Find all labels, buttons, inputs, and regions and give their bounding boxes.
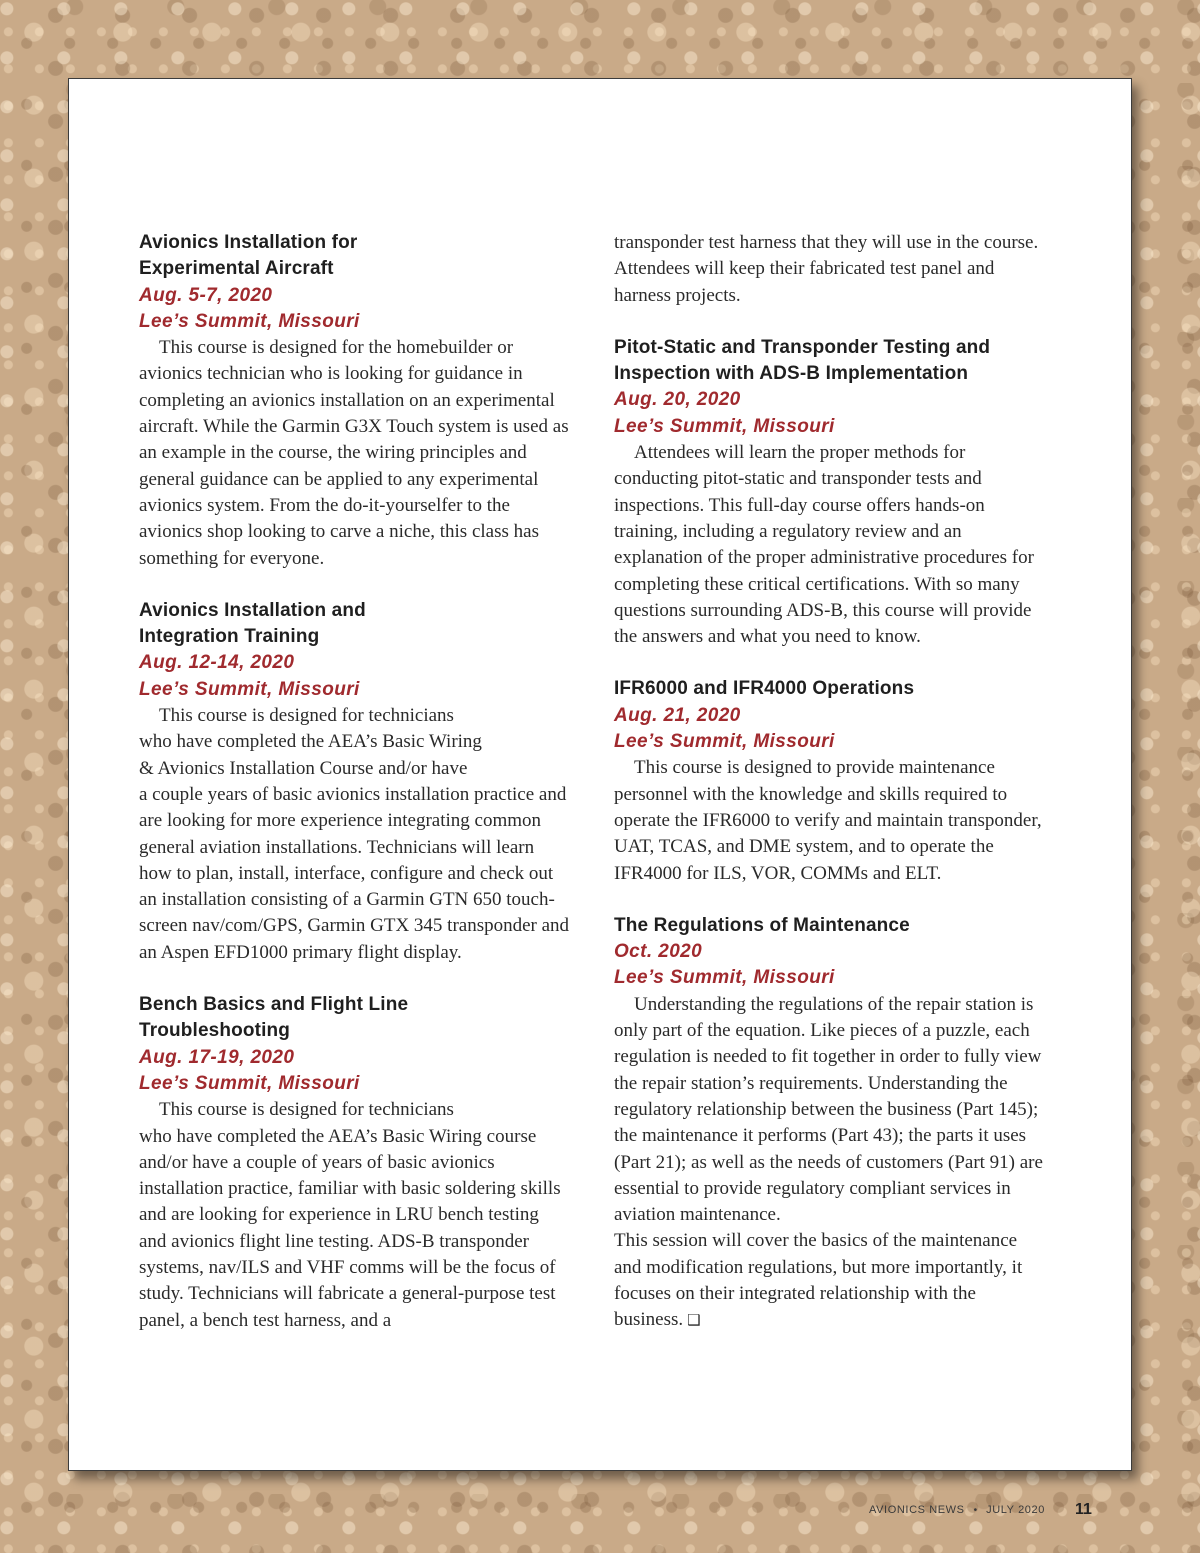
course-location: Lee’s Summit, Missouri <box>139 310 360 332</box>
course-entry <box>614 913 1046 1335</box>
description-text: Understanding the regulations of the repair station is only part of the equation. Like pieces of a puzzle, each regulation is needed to fit together in order to fully view the repair station’s requirements. Understanding the regulatory relationship between the business (Part 145); the maintenance it performs (Part 43); the parts it uses (Part 21); as well as the needs of customers (Part 91) are essential to provide regulatory compliant services in aviation maintenance. This session will cover the basics of the maintenance and modification regulations, but more importantly, it focuses on their integrated relationship with the business. <box>614 993 1043 1331</box>
course-date: Aug. 12-14, 2020 <box>139 652 295 674</box>
course-location: Lee’s Summit, Missouri <box>614 415 835 437</box>
course-description: This course is designed for technicians who have completed the AEA’s Basic Wiring & Avionics Installation Course and/or have a couple years of basic avionics installation practice and are looking for more experience integrating common general aviation installations. Technicians will learn how to plan, install, interface, configure and check out an installation consisting of a Garmin GTN 650 touch-screen nav/com/GPS, Garmin GTX 345 transponder and an Aspen EFD1000 primary flight display. <box>139 705 570 963</box>
course-entry <box>139 598 571 966</box>
course-description: This course is designed for technicians who have completed the AEA’s Basic Wiring course and/or have a couple of years of basic avionics installation practice, familiar with basic soldering skills and are looking for experience in LRU bench testing and avionics flight line testing. ADS-B transponder systems, nav/ILS and VHF comms will be the focus of study. Technicians will fabricate a general-purpose test panel, a bench test harness, and a <box>139 1099 561 1331</box>
course-title: Bench Basics and Flight Line Troubleshooting <box>139 994 409 1042</box>
course-description: This course is designed to provide maintenance personnel with the knowledge and skills required to operate the IFR6000 to verify and maintain transponder, UAT, TCAS, and DME system, and to operate the IFR4000 for ILS, VOR, COMMs and ELT. <box>614 757 1042 884</box>
course-entry <box>139 230 571 572</box>
course-title: IFR6000 and IFR4000 Operations <box>614 678 915 700</box>
course-title: Avionics Installation for Experimental Aircraft <box>139 232 358 280</box>
course-date: Aug. 5-7, 2020 <box>139 284 273 306</box>
right-column <box>614 230 1046 1361</box>
course-entry <box>139 992 571 1334</box>
page-footer <box>869 1500 1092 1520</box>
course-title: The Regulations of Maintenance <box>614 914 910 936</box>
course-description: This course is designed for the homebuilder or avionics technician who is looking for guidance in completing an avionics installation on an experimental aircraft. While the Garmin G3X Touch system is used as an example in the course, the wiring principles and general guidance can be applied to any experimental avionics system. From the do-it-yourselfer to the avionics shop looking to carve a niche, this class has something for everyone. <box>139 337 569 569</box>
course-location: Lee’s Summit, Missouri <box>614 731 835 753</box>
issue-date: JULY 2020 <box>986 1504 1045 1516</box>
continued-paragraph: transponder test harness that they will use in the course. Attendees will keep their fabricated test panel and harness projects. <box>614 232 1039 306</box>
course-description <box>614 992 1046 1335</box>
page-number: 11 <box>1074 1501 1092 1518</box>
course-date: Oct. 2020 <box>614 941 703 963</box>
course-date: Aug. 21, 2020 <box>614 704 741 726</box>
course-location: Lee’s Summit, Missouri <box>139 678 360 700</box>
course-date: Aug. 17-19, 2020 <box>139 1046 295 1068</box>
course-title: Pitot-Static and Transponder Testing and Inspection with ADS-B Implementation <box>614 336 991 385</box>
course-location: Lee’s Summit, Missouri <box>614 967 835 989</box>
publication-name: AVIONICS NEWS <box>869 1504 965 1516</box>
course-title: Avionics Installation and Integration Training <box>139 599 366 648</box>
course-entry <box>614 676 1046 886</box>
left-column <box>139 230 571 1360</box>
bullet-separator: • <box>973 1504 978 1516</box>
course-location: Lee’s Summit, Missouri <box>139 1072 360 1094</box>
course-date: Aug. 20, 2020 <box>614 389 741 411</box>
end-of-article-icon: ❑ <box>687 1313 701 1330</box>
course-description: Attendees will learn the proper methods for conducting pitot-static and transponder tests and inspections. This full-day course offers hands-on training, including a regulatory review and an explanation of the proper administrative procedures for completing these critical certifications. With so many questions surrounding ADS-B, this course will provide the answers and what you need to know. <box>614 442 1034 648</box>
course-entry <box>614 335 1046 651</box>
